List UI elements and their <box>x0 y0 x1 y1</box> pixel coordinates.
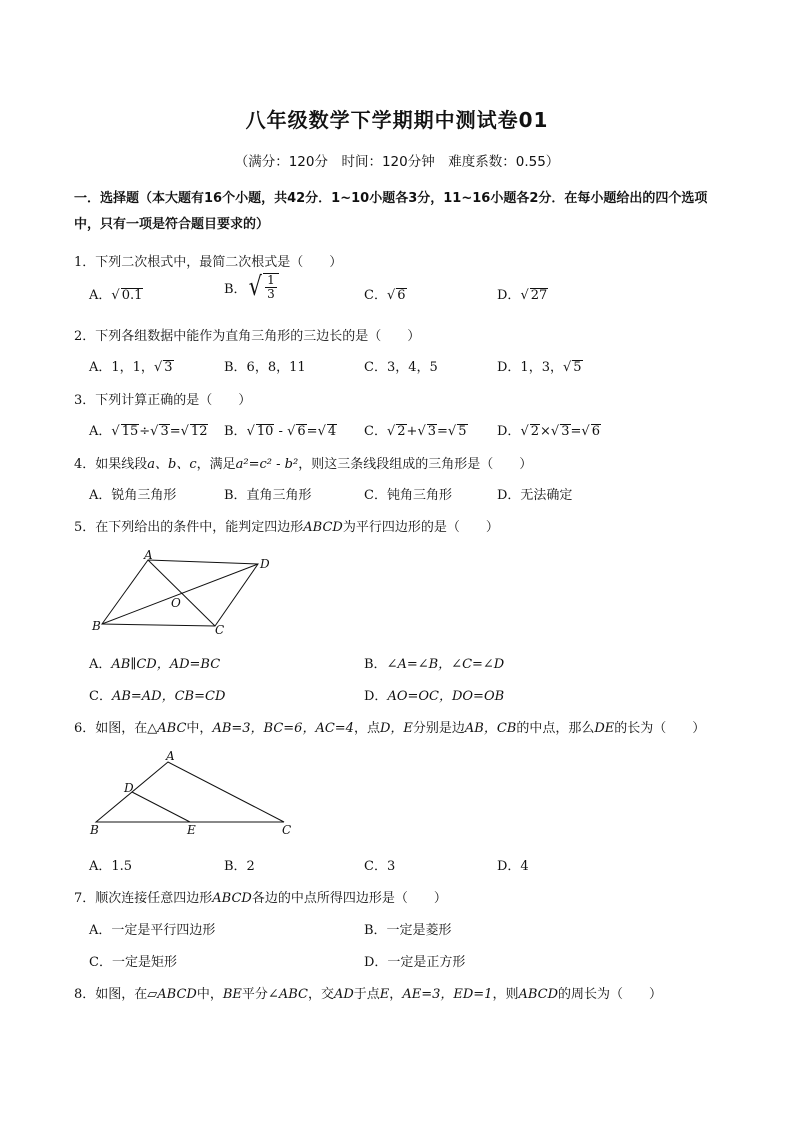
fraction-numerator: 1 <box>267 273 275 287</box>
sides: AB，CB <box>464 721 517 736</box>
q3-option-c: C．√ 2+√ 3=√ 5 <box>364 424 467 439</box>
stem-text: 中， <box>186 721 213 736</box>
stem-text: ，则 <box>492 987 519 1002</box>
option-label: C． <box>364 288 387 303</box>
q7-option-d: D．一定是正方形 <box>364 955 466 970</box>
operator: ÷ <box>139 424 151 439</box>
q7-option-c: C．一定是矩形 <box>89 955 177 970</box>
option-label: D． <box>364 689 388 704</box>
vertex-label-a: A <box>166 749 175 763</box>
vertex-label-c: C <box>215 623 225 637</box>
radicand: 6 <box>297 424 306 439</box>
stem-text: ，则这三条线段组成的三角形是（ ） <box>298 457 533 472</box>
q2-option-a: A．1，1，√ 3 <box>89 360 173 375</box>
q7-option-a: A．一定是平行四边形 <box>89 923 216 938</box>
radicand: 3 <box>561 424 570 439</box>
vertex-label-b: B <box>90 823 99 837</box>
radicand: 3 <box>160 424 169 439</box>
q5-option-d <box>364 685 504 704</box>
radicand: 6 <box>397 288 406 303</box>
equals: = <box>306 424 318 439</box>
radicand: 2 <box>397 424 406 439</box>
stem-text: ， <box>389 987 403 1002</box>
given-lengths: AE=3，ED=1 <box>402 987 493 1002</box>
q4-option-d: D．无法确定 <box>497 488 573 503</box>
stem-text: 的中点，那么 <box>516 721 595 736</box>
equals: = <box>570 424 582 439</box>
point-label-e: E <box>187 823 196 837</box>
question-3-stem: 3．下列计算正确的是（ ） <box>74 393 252 408</box>
vertex-label-b: B <box>92 619 101 633</box>
segment: BE <box>222 987 242 1002</box>
stem-text: 的长为（ ） <box>614 721 706 736</box>
q5-option-a <box>89 653 220 672</box>
point: E <box>379 987 390 1002</box>
stem-text: 4．如果线段 <box>74 457 148 472</box>
option-label: B． <box>224 424 247 439</box>
q5-option-c <box>89 685 225 704</box>
stem-text: ，满足 <box>196 457 236 472</box>
stem-text: ，交 <box>307 987 334 1002</box>
question-1-stem: 1．下列二次根式中，最简二次根式是（ ） <box>74 255 343 270</box>
option-label: B． <box>364 657 387 672</box>
q2-option-c: C．3，4，5 <box>364 360 438 375</box>
q3-option-a: A．√ 15÷√ 3=√ 12 <box>89 424 208 439</box>
stem-text: 于点 <box>353 987 380 1002</box>
stem-text: 为平行四边形的是（ ） <box>342 520 499 535</box>
parallelogram-figure <box>86 548 276 638</box>
q2-option-d: D．1，3，√ 5 <box>497 360 582 375</box>
vertex-label-a: A <box>144 548 153 562</box>
option-text: AB∥CD，AD=BC <box>111 657 221 672</box>
option-text: ∠A=∠B，∠C=∠D <box>386 657 505 672</box>
vertex-label-d: D <box>260 557 270 571</box>
operator: × <box>540 424 551 439</box>
q2-option-b: B．6，8，11 <box>224 360 306 375</box>
vertex-label-c: C <box>282 823 292 837</box>
stem-text: 中， <box>196 987 223 1002</box>
question-5-stem <box>74 516 499 535</box>
option-text: A．1，1， <box>89 360 154 375</box>
angle-name: ABC <box>278 987 308 1002</box>
equation: a²=c² - b² <box>235 457 299 472</box>
question-6-stem <box>74 717 705 736</box>
radicand: 2 <box>530 424 540 439</box>
equals: = <box>437 424 448 439</box>
radicand: 4 <box>327 424 337 439</box>
option-label: D． <box>497 288 521 303</box>
segment: AD <box>333 987 354 1002</box>
q4-option-c: C．钝角三角形 <box>364 488 452 503</box>
question-4-stem <box>74 453 532 472</box>
q1-option-a: A．√ 0.1 <box>89 288 143 303</box>
stem-text: 6．如图，在△ <box>74 721 158 736</box>
q6-option-a: A．1.5 <box>89 859 133 874</box>
operator: + <box>406 424 418 439</box>
given-lengths: AB=3，BC=6，AC=4 <box>212 721 354 736</box>
radicand: 27 <box>530 288 548 303</box>
center-label-o: O <box>171 596 181 610</box>
radicand: 0.1 <box>121 288 143 303</box>
fraction-denominator: 3 <box>267 287 275 301</box>
q5-option-b <box>364 653 504 672</box>
quad-name: ABCD <box>212 891 252 906</box>
stem-text: 8．如图，在▱ <box>74 987 158 1002</box>
stem-text: 的周长为（ ） <box>558 987 663 1002</box>
stem-text: ，点 <box>353 721 380 736</box>
option-label: C． <box>364 424 387 439</box>
option-label: C． <box>89 689 112 704</box>
option-text: AO=OC，DO=OB <box>387 689 505 704</box>
radicand: 6 <box>591 424 600 439</box>
quad-name: ABCD <box>518 987 559 1002</box>
option-label: A． <box>89 424 112 439</box>
segment: DE <box>594 721 615 736</box>
option-label: D． <box>497 424 521 439</box>
triangle-name: ABC <box>157 721 187 736</box>
radicand: 15 <box>121 424 139 439</box>
variables: a、b、c <box>147 457 197 472</box>
radicand: 10 <box>256 424 274 439</box>
points: D，E <box>379 721 413 736</box>
q4-option-b: B．直角三角形 <box>224 488 312 503</box>
q7-option-b: B．一定是菱形 <box>364 923 452 938</box>
quad-name: ABCD <box>157 987 197 1002</box>
radicand: 12 <box>190 424 208 439</box>
radicand: 3 <box>164 360 173 375</box>
q6-option-d: D．4 <box>497 859 529 874</box>
q3-option-d: D．√ 2×√ 3=√ 6 <box>497 424 600 439</box>
q1-option-d: D．√ 27 <box>497 288 548 303</box>
q1-option-c: C．√ 6 <box>364 288 406 303</box>
option-text: AB=AD，CB=CD <box>111 689 226 704</box>
stem-text: 分别是边 <box>412 721 465 736</box>
stem-text: 各边的中点所得四边形是（ ） <box>251 891 447 906</box>
option-text: D．1，3， <box>497 360 563 375</box>
option-label: A． <box>89 657 112 672</box>
operator: - <box>274 424 288 439</box>
stem-text: 5．在下列给出的条件中，能判定四边形 <box>74 520 304 535</box>
radicand: 3 <box>427 424 437 439</box>
stem-text: 平分∠ <box>241 987 279 1002</box>
equals: = <box>169 424 181 439</box>
exam-info: （满分：120分 时间：120分钟 难度系数：0.55） <box>234 154 560 170</box>
radicand: 5 <box>458 424 467 439</box>
option-label: A． <box>89 288 112 303</box>
section-heading: 一．选择题（本大题有16个小题，共42分．1~10小题各3分，11~16小题各2分．在每小题给出的四个选项中，只有一项是符合题目要求的） <box>74 191 708 232</box>
q6-option-c: C．3 <box>364 859 396 874</box>
q6-option-b: B．2 <box>224 859 255 874</box>
question-8-stem <box>74 983 662 1002</box>
radicand: 5 <box>573 360 582 375</box>
quad-name: ABCD <box>303 520 343 535</box>
q4-option-a: A．锐角三角形 <box>89 488 177 503</box>
triangle-figure <box>86 748 301 838</box>
option-label: B． <box>224 281 247 297</box>
q1-option-b: B． √ $\frac{1}{3}$ <box>224 272 279 302</box>
question-7-stem <box>74 887 447 906</box>
question-2-stem: 2．下列各组数据中能作为直角三角形的三边长的是（ ） <box>74 329 421 344</box>
point-label-d: D <box>124 781 134 795</box>
q3-option-b: B．√ 10 - √ 6=√ 4 <box>224 424 337 439</box>
page-title: 八年级数学下学期期中测试卷01 <box>245 108 549 132</box>
stem-text: 7．顺次连接任意四边形 <box>74 891 213 906</box>
